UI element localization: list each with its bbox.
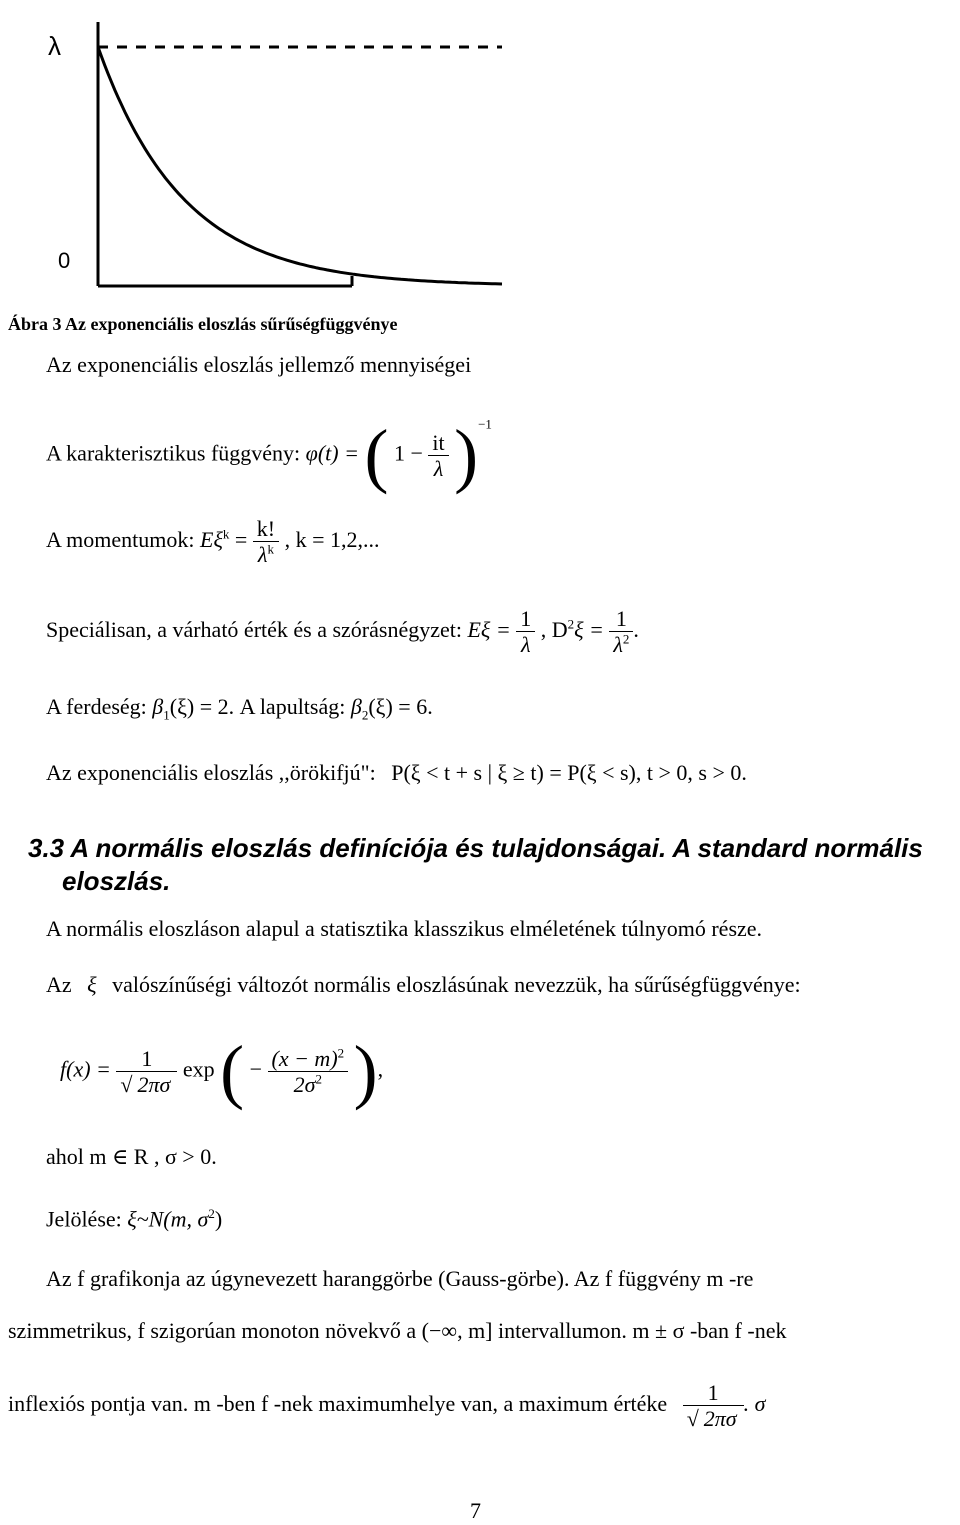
moments-fraction (253, 516, 279, 568)
special-end: . (633, 616, 639, 642)
density-end: , (377, 1056, 384, 1082)
exponential-density-chart (0, 0, 520, 300)
special-den2-exp: 2 (622, 631, 630, 647)
skew-beta1: β (152, 694, 164, 719)
density-den2: 2σ (293, 1072, 316, 1097)
special-fraction-2 (609, 606, 633, 658)
density-left-paren: ( (220, 1031, 245, 1111)
moments-num: k! (253, 516, 279, 542)
left-paren: ( (364, 415, 389, 495)
skew-beta2-sub: 2 (361, 707, 369, 723)
memoryless-expr: P(ξ < t + s | ξ ≥ t) = P(ξ < s), t > 0, s > 0. (391, 760, 747, 785)
skew-expr1: (ξ) = 2. (169, 694, 235, 719)
char-fn-one: 1 − (393, 440, 423, 466)
skew-label: A ferdeség: (46, 694, 147, 719)
kurtosis-label: A lapultság: (239, 694, 346, 719)
special-den2: λ (613, 632, 623, 658)
moments-den: λ (257, 542, 268, 568)
intro-line: Az exponenciális eloszlás jellemző mennyiségei (46, 352, 472, 377)
density-right-paren: ) (353, 1031, 378, 1111)
special-mid-exp: 2 (567, 616, 575, 632)
memoryless-label: Az exponenciális eloszlás ,,örökifjú": (46, 760, 376, 785)
moments-eq: = (234, 526, 248, 552)
density-den: 2πσ (134, 1071, 173, 1097)
figure-caption: Ábra 3 Az exponenciális eloszlás sűrűségfüggvénye (8, 314, 398, 334)
moments-label: A momentumok: (46, 526, 195, 552)
density-lhs: f(x) = (60, 1056, 111, 1082)
p5-text: inflexiós pontja van. m -ben f -nek maximumhelye van, a maximum értéke (8, 1390, 668, 1416)
moments-lhs: Eξ (200, 526, 223, 552)
special-e: Eξ = (467, 616, 511, 642)
moments-line (46, 516, 380, 568)
paragraph-1: A normális eloszláson alapul a statisztika klasszikus elméletének túlnyomó része. (46, 916, 763, 941)
page-number: 7 (470, 1498, 481, 1523)
paragraph-3: Az f grafikonja az úgynevezett haranggörbe (Gauss-görbe). Az f függvény m -re (46, 1266, 754, 1291)
origin-zero-label: 0 (58, 248, 71, 273)
p2-start: Az (46, 972, 72, 997)
y-axis-lambda-label: λ (48, 31, 61, 61)
section-heading-text: 3.3 A normális eloszlás definíciója és tulajdonságai. A standard normális eloszlás. (28, 833, 923, 896)
density-fraction-1: $\frac{1}{√ 2\pi\sigma}$ (116, 1046, 177, 1098)
moments-lhs-exp: k (222, 526, 230, 542)
expectation-variance-line (46, 606, 639, 658)
special-mid2: ξ = (574, 616, 604, 642)
special-den1: λ (520, 632, 531, 658)
notation-label: Jelölése: (46, 1206, 122, 1232)
char-fn-label: A karakterisztikus függvény: (46, 440, 301, 466)
notation-close: ) (214, 1206, 223, 1232)
memoryless-line (46, 760, 747, 786)
moments-tail: , k = 1,2,... (284, 526, 380, 552)
char-fn-phi: φ(t) = (305, 440, 365, 466)
normal-density-formula: f(x) = $\frac{1}{√ 2\pi\sigma}$ exp ( − $\frac{(x - m)^2}{2\sigma^2}$ ), (60, 1031, 384, 1111)
p5-fraction: $\frac{1}{√ 2\pi\sigma}$ (683, 1380, 744, 1432)
skew-beta2: β (350, 694, 362, 719)
density-exp: exp (182, 1056, 215, 1082)
p2-xi: ξ (87, 972, 97, 997)
density-fraction-2 (268, 1046, 349, 1098)
density-num2: (x − m) (271, 1045, 338, 1071)
moments-den-exp: k (267, 541, 274, 557)
notation-line (46, 1206, 222, 1232)
special-num2: 1 (609, 606, 633, 632)
char-fn-exp: −1 (478, 416, 492, 432)
special-mid: , D (540, 616, 568, 642)
paragraph-5 (8, 1380, 766, 1432)
right-paren: ) (454, 415, 479, 495)
special-fraction-1 (516, 606, 535, 658)
notation-exp: 2 (208, 1206, 215, 1221)
characteristic-function-line (46, 414, 492, 497)
notation-expr: ξ~N(m, σ (127, 1206, 209, 1232)
skewness-kurtosis-line (46, 694, 433, 723)
section-heading (28, 832, 928, 897)
char-fn-fraction (428, 430, 448, 482)
special-num1: 1 (516, 606, 535, 632)
skew-expr2: (ξ) = 6. (368, 694, 433, 719)
density-curve (98, 47, 502, 284)
density-num2-exp: 2 (337, 1045, 345, 1061)
where-line: ahol m ∈ R , σ > 0. (46, 1144, 217, 1169)
p5-num: 1 (683, 1380, 744, 1406)
p2-end: valószínűségi változót normális eloszlásúnak nevezzük, ha sűrűségfüggvénye: (112, 972, 801, 997)
paragraph-4: szimmetrikus, f szigorúan monoton növekvő a (−∞, m] intervallumon. m ± σ -ban f -nek (8, 1318, 787, 1343)
char-fn-den: λ (433, 456, 444, 481)
paragraph-2 (46, 972, 801, 998)
density-num: 1 (116, 1046, 177, 1072)
special-label: Speciálisan, a várható érték és a szórásnégyzet: (46, 616, 462, 642)
p5-end: . σ (743, 1390, 766, 1416)
density-den2-exp: 2 (315, 1071, 322, 1087)
p5-den: 2πσ (701, 1405, 740, 1431)
char-fn-num: it (428, 430, 448, 456)
skew-beta1-sub: 1 (163, 707, 170, 723)
